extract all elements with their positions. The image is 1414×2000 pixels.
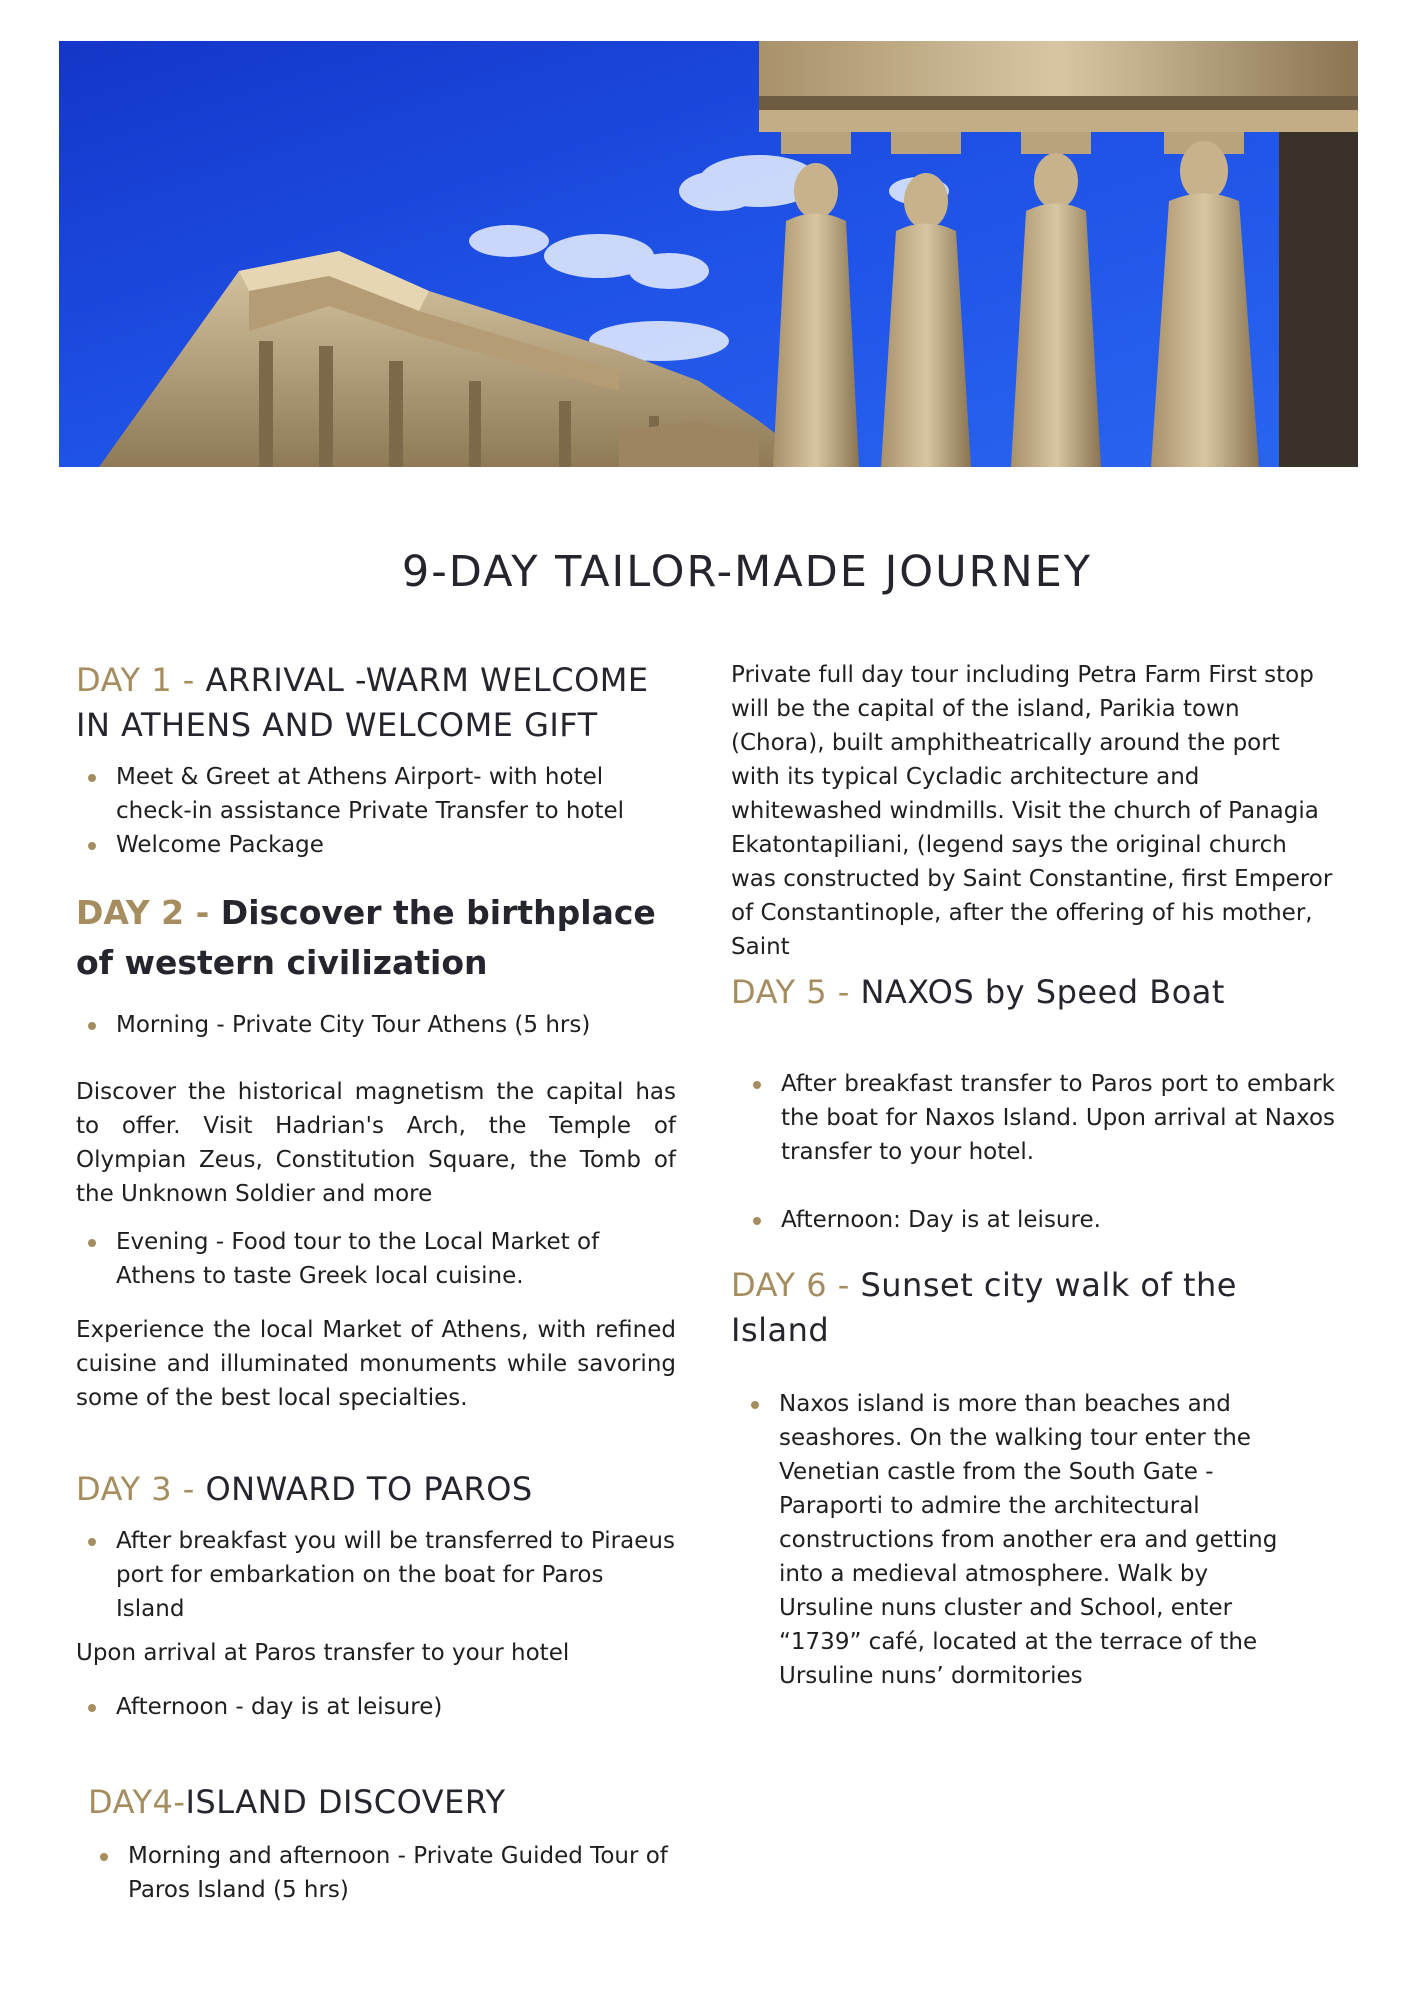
- page-title: 9-DAY TAILOR-MADE JOURNEY: [401, 546, 1093, 597]
- day-3-number: DAY 3 -: [76, 1470, 206, 1508]
- day-4-list: [88, 1839, 676, 1907]
- day-5-list: [731, 1067, 1335, 1237]
- list-item: After breakfast you will be transferred to Piraeus port for embarkation on the boat for Paros Island: [76, 1524, 676, 1626]
- day-5-number: DAY 5 -: [731, 973, 861, 1011]
- list-item: Welcome Package: [76, 828, 676, 862]
- day-2-list-evening: [76, 1225, 676, 1293]
- day-4-heading: [88, 1780, 676, 1825]
- day-4-number: DAY4-: [88, 1783, 186, 1821]
- list-item: Morning and afternoon - Private Guided Tour of Paros Island (5 hrs): [88, 1839, 676, 1907]
- day-5-heading: [731, 970, 1335, 1015]
- day-2-heading: [76, 888, 676, 988]
- list-item: Meet & Greet at Athens Airport- with hotel check-in assistance Private Transfer to hotel: [76, 760, 676, 828]
- day-3-list-afternoon: [76, 1690, 676, 1724]
- day-3-list: [76, 1524, 676, 1626]
- day-6-list: [731, 1387, 1299, 1693]
- day-2-paragraph-1: Discover the historical magnetism the capital has to offer. Visit Hadrian's Arch, the Temple of Olympian Zeus, Constitution Square, the Tomb of the Unknown Soldier and more: [76, 1079, 676, 1207]
- left-column: [76, 658, 676, 1907]
- day-3-heading: [76, 1467, 676, 1512]
- day-1-list: [76, 760, 676, 862]
- right-column: [731, 658, 1335, 1693]
- day-2-number: DAY 2 -: [76, 893, 221, 932]
- hero-image: [59, 41, 1358, 467]
- list-item: Morning - Private City Tour Athens (5 hrs): [76, 1008, 676, 1042]
- day-4-paragraph: Private full day tour including Petra Farm First stop will be the capital of the island, Parikia town (Chora), built amphitheatrically around the port with its typical Cycladic architecture and whitewashed windmills. Visit the church of Panagia Ekatontapiliani, (legend says the original church was constructed by Saint Constantine, first Emperor of Constantinople, after the offering of his mother, Saint: [731, 662, 1333, 960]
- day-3-title: ONWARD TO PAROS: [205, 1470, 533, 1508]
- day-2-title: Discover the birthplace of western civilization: [76, 893, 656, 982]
- day-2-paragraph-2: Experience the local Market of Athens, with refined cuisine and illuminated monuments while savoring some of the best local specialties.: [76, 1317, 676, 1411]
- day-3-paragraph: Upon arrival at Paros transfer to your hotel: [76, 1640, 570, 1666]
- day-1-title: ARRIVAL -WARM WELCOME IN ATHENS AND WELCOME GIFT: [76, 661, 649, 744]
- day-1-heading: [76, 658, 676, 748]
- day-6-title: Sunset city walk of the Island: [731, 1266, 1237, 1349]
- acropolis-caryatids-photo: [59, 41, 1358, 467]
- day-6-heading: [731, 1263, 1251, 1353]
- list-item: Evening - Food tour to the Local Market of Athens to taste Greek local cuisine.: [76, 1225, 676, 1293]
- list-item: Afternoon: Day is at leisure.: [741, 1203, 1335, 1237]
- list-item: Naxos island is more than beaches and seashores. On the walking tour enter the Venetian castle from the South Gate - Paraporti to admire the architectural constructions from another era and getting into a medieval atmosphere. Walk by Ursuline nuns cluster and School, enter “1739” café, located at the terrace of the Ursuline nuns’ dormitories: [739, 1387, 1299, 1693]
- list-item: Afternoon - day is at leisure): [76, 1690, 676, 1724]
- day-5-title: NAXOS by Speed Boat: [860, 973, 1225, 1011]
- day-1-number: DAY 1 -: [76, 661, 206, 699]
- list-item: After breakfast transfer to Paros port to embark the boat for Naxos Island. Upon arrival at Naxos transfer to your hotel.: [741, 1067, 1335, 1169]
- day-4-title: ISLAND DISCOVERY: [185, 1783, 506, 1821]
- day-6-number: DAY 6 -: [731, 1266, 861, 1304]
- day-2-list-morning: [76, 1008, 676, 1042]
